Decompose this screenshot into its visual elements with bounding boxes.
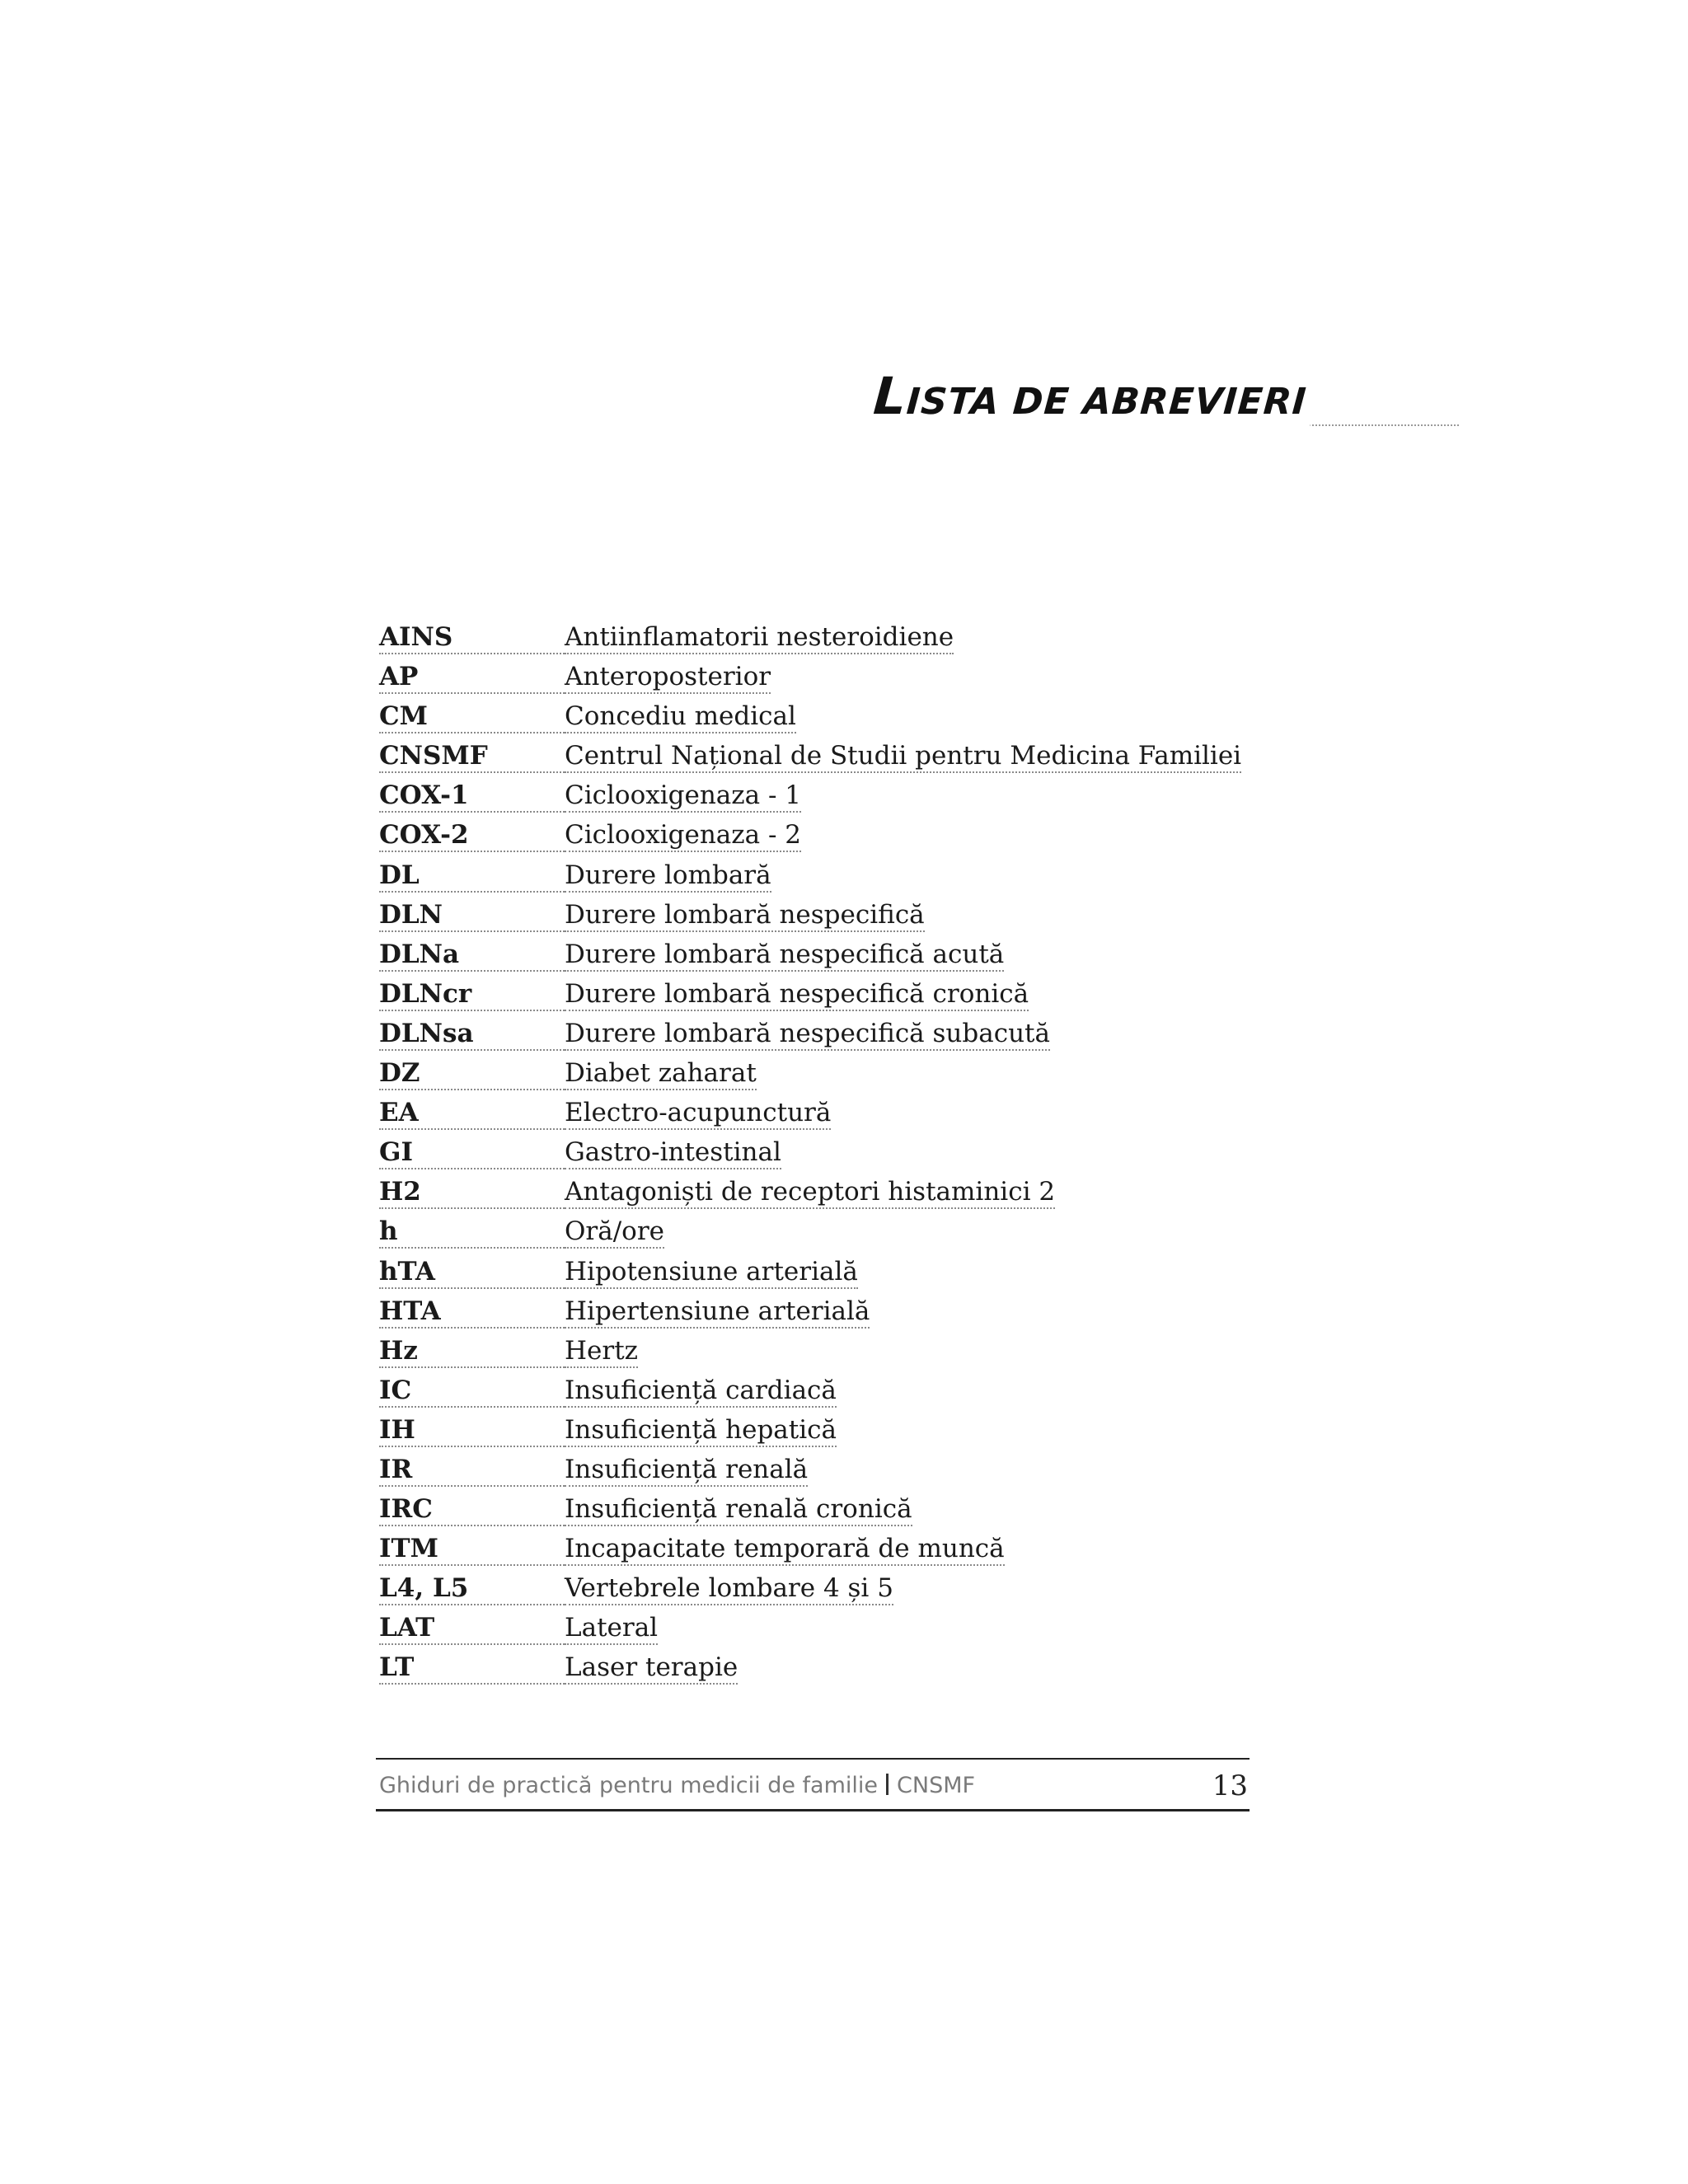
abbreviation-row: [379, 616, 1286, 656]
abbreviation-term: DL: [379, 860, 565, 893]
abbreviation-definition: Antiinflamatorii nesteroidiene: [565, 621, 954, 654]
abbreviation-row: [379, 1409, 1286, 1449]
abbreviation-definition: Durere lombară: [565, 860, 771, 893]
abbreviation-row: [379, 696, 1286, 735]
footer-org: CNSMF: [897, 1773, 976, 1798]
abbreviation-row: [379, 855, 1286, 894]
abbreviation-row: [379, 1291, 1286, 1330]
abbreviation-definition: Vertebrele lombare 4 și 5: [565, 1572, 893, 1605]
abbreviation-row: [379, 973, 1286, 1013]
abbreviation-term: L4, L5: [379, 1572, 565, 1605]
footer-text: [379, 1773, 975, 1798]
footer-publication-title: Ghiduri de practică pentru medicii de familie: [379, 1773, 879, 1798]
abbreviation-definition: Lateral: [565, 1612, 658, 1645]
abbreviation-row: [379, 1132, 1286, 1171]
abbreviation-term: AINS: [379, 621, 565, 654]
abbreviation-term: IR: [379, 1454, 565, 1487]
abbreviation-definition: Durere lombară nespecifică subacută: [565, 1018, 1050, 1051]
abbreviation-row: [379, 735, 1286, 775]
abbreviation-definition: Centrul Național de Studii pentru Medicina Familiei: [565, 740, 1241, 773]
abbreviation-row: [379, 775, 1286, 814]
abbreviation-definition: Concediu medical: [565, 701, 796, 733]
abbreviation-definition: Electro-acupunctură: [565, 1097, 831, 1130]
abbreviation-row: [379, 1568, 1286, 1607]
abbreviation-term: DLNcr: [379, 978, 565, 1011]
abbreviation-row: [379, 1171, 1286, 1211]
abbreviation-term: H2: [379, 1176, 565, 1209]
abbreviation-definition: Gastro-intestinal: [565, 1137, 781, 1169]
abbreviation-definition: Ciclooxigenaza - 1: [565, 780, 801, 813]
abbreviation-term: DZ: [379, 1057, 565, 1090]
abbreviation-definition: Durere lombară nespecifică cronică: [565, 978, 1029, 1011]
abbreviation-row: [379, 1092, 1286, 1132]
abbreviation-term: IH: [379, 1414, 565, 1447]
abbreviation-row: [379, 1330, 1286, 1370]
abbreviation-definition: Diabet zaharat: [565, 1057, 757, 1090]
abbreviation-definition: Hertz: [565, 1335, 638, 1368]
abbreviation-definition: Insuficiență renală: [565, 1454, 808, 1487]
abbreviation-row: [379, 1211, 1286, 1250]
abbreviation-list: [379, 616, 1286, 1687]
abbreviation-row: [379, 1528, 1286, 1568]
abbreviation-definition: Ciclooxigenaza - 2: [565, 819, 801, 852]
abbreviation-row: [379, 1449, 1286, 1488]
abbreviation-row: [379, 1052, 1286, 1092]
abbreviation-term: LT: [379, 1652, 565, 1685]
abbreviation-term: COX-1: [379, 780, 565, 813]
abbreviation-definition: Insuficiență renală cronică: [565, 1493, 912, 1526]
abbreviation-term: IRC: [379, 1493, 565, 1526]
page-title: [871, 366, 1314, 426]
abbreviation-term: DLN: [379, 899, 565, 932]
abbreviation-term: DLNa: [379, 939, 565, 972]
page-number: 13: [1212, 1769, 1248, 1802]
abbreviation-definition: Hipotensiune arterială: [565, 1256, 858, 1289]
abbreviation-term: ITM: [379, 1533, 565, 1566]
abbreviation-row: [379, 1488, 1286, 1528]
page-title-initial: L: [871, 366, 910, 426]
abbreviation-term: AP: [379, 661, 565, 694]
page-title-rest: ISTA DE ABREVIERI: [905, 381, 1308, 423]
abbreviation-definition: Durere lombară nespecifică acută: [565, 939, 1004, 972]
abbreviation-row: [379, 1251, 1286, 1291]
abbreviation-definition: Insuficiență cardiacă: [565, 1375, 837, 1408]
abbreviation-term: CM: [379, 701, 565, 733]
abbreviation-term: GI: [379, 1137, 565, 1169]
abbreviation-term: LAT: [379, 1612, 565, 1645]
abbreviation-row: [379, 1370, 1286, 1409]
abbreviation-term: hTA: [379, 1256, 565, 1289]
abbreviation-term: EA: [379, 1097, 565, 1130]
abbreviation-definition: Anteroposterior: [565, 661, 771, 694]
abbreviation-definition: Hipertensiune arterială: [565, 1296, 870, 1329]
abbreviation-row: [379, 1647, 1286, 1686]
abbreviation-row: [379, 1607, 1286, 1647]
abbreviation-definition: Insuficiență hepatică: [565, 1414, 837, 1447]
abbreviation-definition: Antagoniști de receptori histaminici 2: [565, 1176, 1055, 1209]
abbreviation-row: [379, 894, 1286, 934]
abbreviation-definition: Incapacitate temporară de muncă: [565, 1533, 1005, 1566]
abbreviation-term: CNSMF: [379, 740, 565, 773]
abbreviation-row: [379, 814, 1286, 854]
abbreviation-term: Hz: [379, 1335, 565, 1368]
abbreviation-row: [379, 934, 1286, 973]
abbreviation-term: DLNsa: [379, 1018, 565, 1051]
abbreviation-row: [379, 656, 1286, 696]
abbreviation-term: HTA: [379, 1296, 565, 1329]
abbreviation-term: IC: [379, 1375, 565, 1408]
abbreviation-definition: Oră/ore: [565, 1216, 664, 1249]
page-title-block: [871, 366, 1459, 433]
abbreviation-definition: Laser terapie: [565, 1652, 738, 1685]
page-footer: [376, 1758, 1250, 1811]
abbreviation-row: [379, 1013, 1286, 1052]
abbreviation-term: h: [379, 1216, 565, 1249]
abbreviation-term: COX-2: [379, 819, 565, 852]
abbreviation-definition: Durere lombară nespecifică: [565, 899, 925, 932]
footer-separator: [886, 1774, 889, 1795]
